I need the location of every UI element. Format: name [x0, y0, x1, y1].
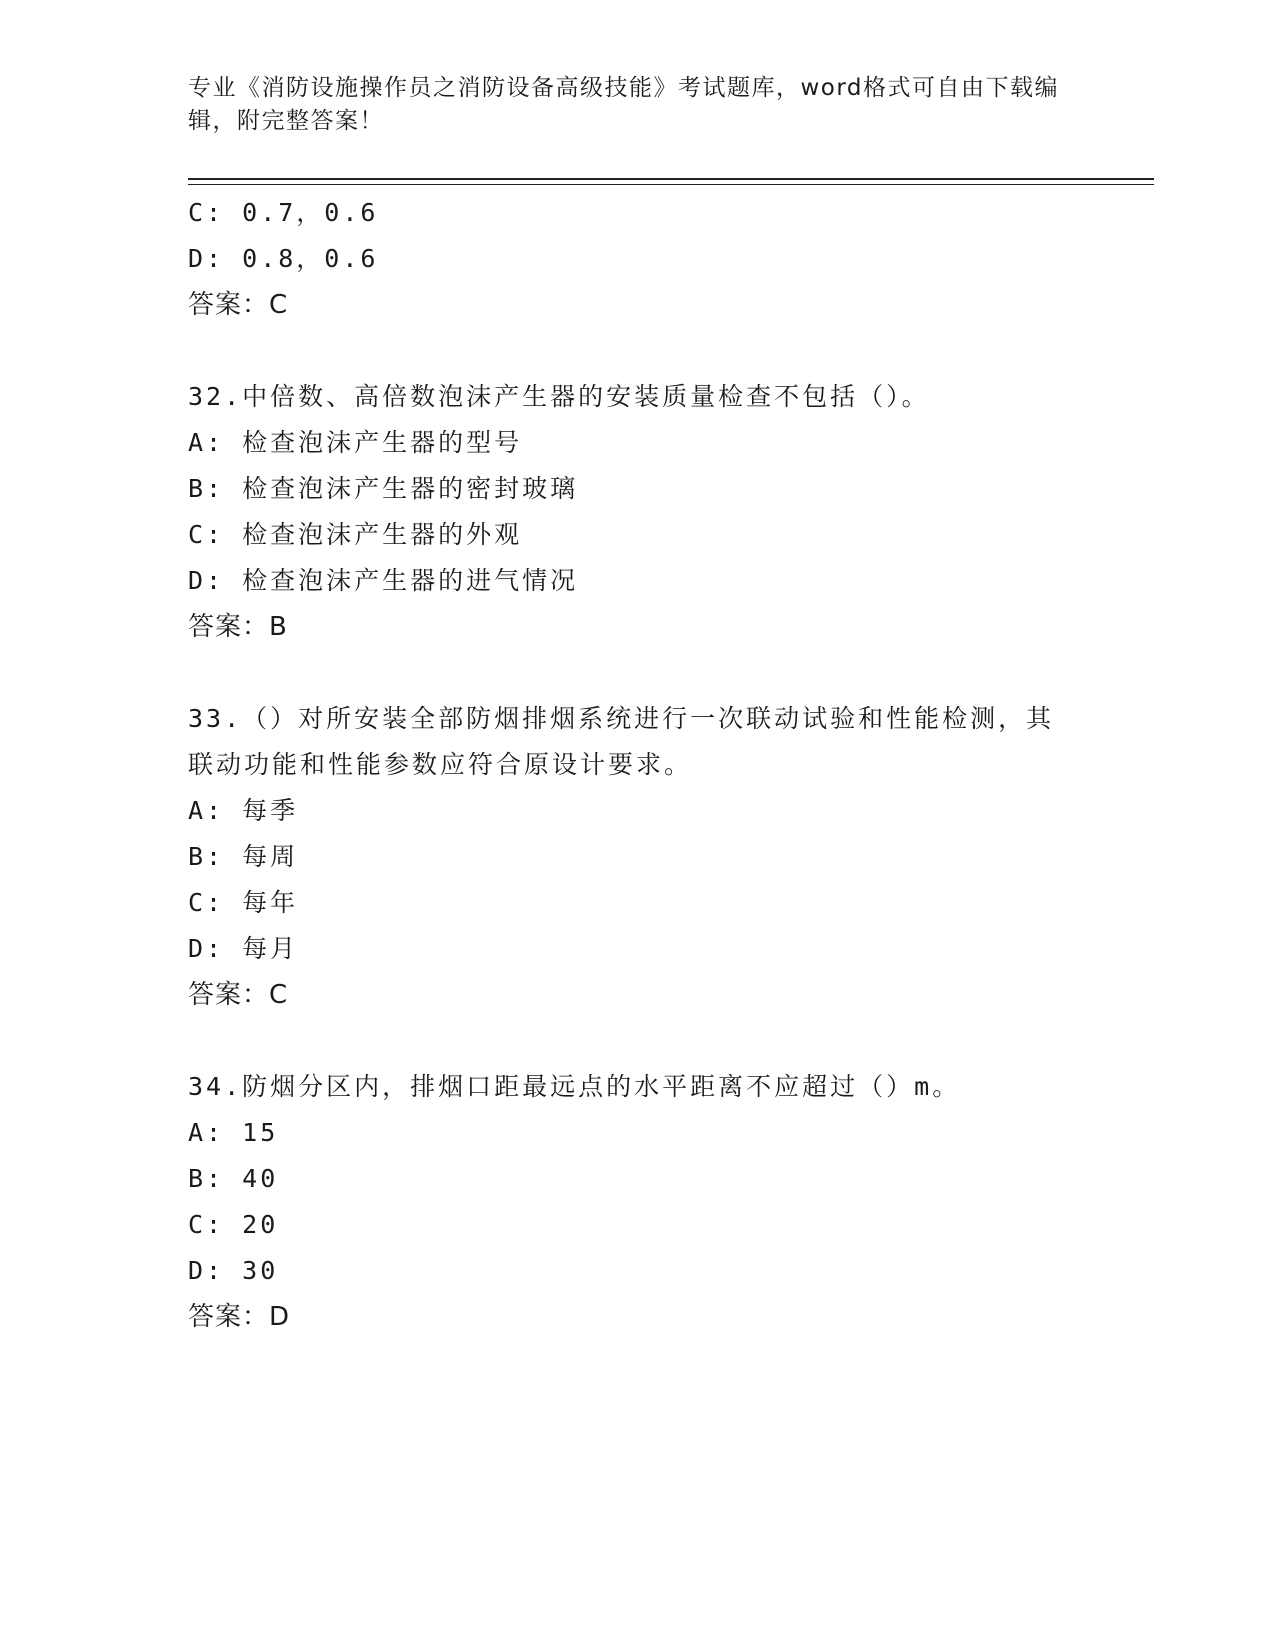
header-rule-thin: [188, 184, 1154, 185]
question-31-tail: [188, 190, 1088, 328]
document-header: [188, 72, 1068, 138]
header-line-2: 辑，附完整答案！: [188, 108, 384, 134]
question-33: [188, 696, 1088, 1018]
option-c: C: 检查泡沫产生器的外观: [188, 520, 523, 549]
header-line-1: 专业《消防设施操作员之消防设备高级技能》考试题库，word格式可自由下载编: [188, 75, 1060, 101]
question-stem: 34.防烟分区内，排烟口距最远点的水平距离不应超过（）m。: [188, 1072, 961, 1101]
spacer: [188, 650, 1088, 696]
question-32: [188, 374, 1088, 650]
header-rule-thick: [188, 178, 1154, 180]
option-c: C: 20: [188, 1210, 279, 1239]
question-stem-line-2: 联动功能和性能参数应符合原设计要求。: [188, 750, 693, 779]
option-a: A: 检查泡沫产生器的型号: [188, 428, 523, 457]
question-list: [188, 190, 1088, 1340]
answer-label: 答案：C: [188, 980, 289, 1010]
option-a: A: 每季: [188, 796, 299, 825]
option-b: B: 40: [188, 1164, 279, 1193]
option-b: B: 检查泡沫产生器的密封玻璃: [188, 474, 579, 503]
option-d: D: 0.8，0.6: [188, 244, 379, 273]
answer-label: 答案：C: [188, 290, 289, 320]
option-c: C: 0.7，0.6: [188, 198, 379, 227]
question-stem: 32.中倍数、高倍数泡沫产生器的安装质量检查不包括（）。: [188, 382, 930, 411]
option-b: B: 每周: [188, 842, 299, 871]
answer-label: 答案：B: [188, 612, 288, 642]
question-34: [188, 1064, 1088, 1340]
option-d: D: 每月: [188, 934, 299, 963]
spacer: [188, 328, 1088, 374]
option-d: D: 30: [188, 1256, 279, 1285]
question-stem-line-1: 33.（）对所安装全部防烟排烟系统进行一次联动试验和性能检测，其: [188, 704, 1055, 733]
spacer: [188, 1018, 1088, 1064]
answer-label: 答案：D: [188, 1302, 291, 1332]
option-a: A: 15: [188, 1118, 279, 1147]
option-c: C: 每年: [188, 888, 299, 917]
option-d: D: 检查泡沫产生器的进气情况: [188, 566, 579, 595]
